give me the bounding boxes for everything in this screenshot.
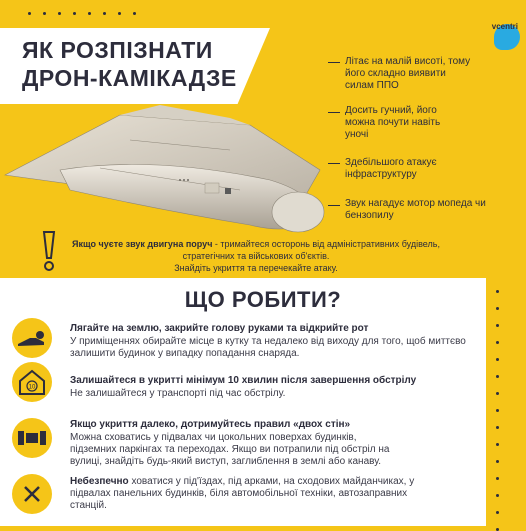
fact-3: Здебільшого атакує інфраструктуру [345,157,437,180]
item-4-text [70,476,430,512]
item-1-title: Лягайте на землю, закрийте голову руками та відкрийте рот [70,323,369,334]
fact-divider [328,62,340,63]
fact-divider [328,112,340,113]
logo-text: vcentri [491,22,518,31]
warning-text [66,238,446,274]
section-heading: ЩО РОБИТИ? [184,287,342,312]
fact-4: Звук нагадує мотор мопеда чи бензопилу [345,198,486,221]
item-2-title: Залишайтеся в укритті мінімум 10 хвилин після завершення обстрілу [70,375,417,386]
decorative-dots-side [496,290,499,531]
item-2-text: Не залишайтеся у транспорті під час обстрілу. [70,388,286,399]
decorative-dots-top [28,12,136,15]
item-4-title: Небезпечно [70,476,129,487]
vcentri-logo [478,6,522,50]
title-line-2: ДРОН-КАМІКАДЗЕ [22,65,237,91]
item-3-title: Якщо укриття далеко, дотримуйтесь правил «двох стін» [70,419,351,430]
page-title [22,36,237,92]
warning-line-3: Знайдіть укриття та перечекайте атаку. [174,263,338,273]
warning-bold: Якщо чуєте звук двигуна поруч [72,239,213,249]
shelter-icon [12,362,52,402]
warning-exclamation-icon [34,230,64,272]
fact-divider [328,205,340,206]
warning-rest: - тримайтеся осторонь від адміністративних будівель, стратегічних та військових об'єктів. [182,239,440,261]
item-3-text: Можна сховатись у підвалах чи цокольних поверхах будинків, підземних паркінгах та переходах. Якщо ви потрапили під обстріл на вулиці, знайдіть будь-який виступ, заглиблення в землі або канаву. [70,432,390,467]
fact-divider [328,163,340,164]
cross-icon [12,474,52,514]
item-1-text: У приміщеннях обирайте місце в кутку та недалеко від виходу для того, щоб миттєво залишити будинок у випадку попадання снаряда. [70,336,466,359]
shelter-icon-label: 10 [28,384,36,391]
fact-2: Досить гучний, його можна почути навіть уночі [345,105,441,140]
item-4-body: ховатися у під'їздах, під арками, на сходових майданчиках, у підвалах панельних будинків, біля автомобільної техніки, автозаправних станцій. [70,476,415,511]
yellow-side-strip [486,278,526,526]
drone-illustration [0,100,330,240]
fact-1: Літає на малій висоті, тому його складно виявити силам ППО [345,56,471,91]
title-line-1: ЯК РОЗПІЗНАТИ [22,37,213,63]
person-lying-icon [12,318,52,358]
two-walls-icon [12,418,52,458]
